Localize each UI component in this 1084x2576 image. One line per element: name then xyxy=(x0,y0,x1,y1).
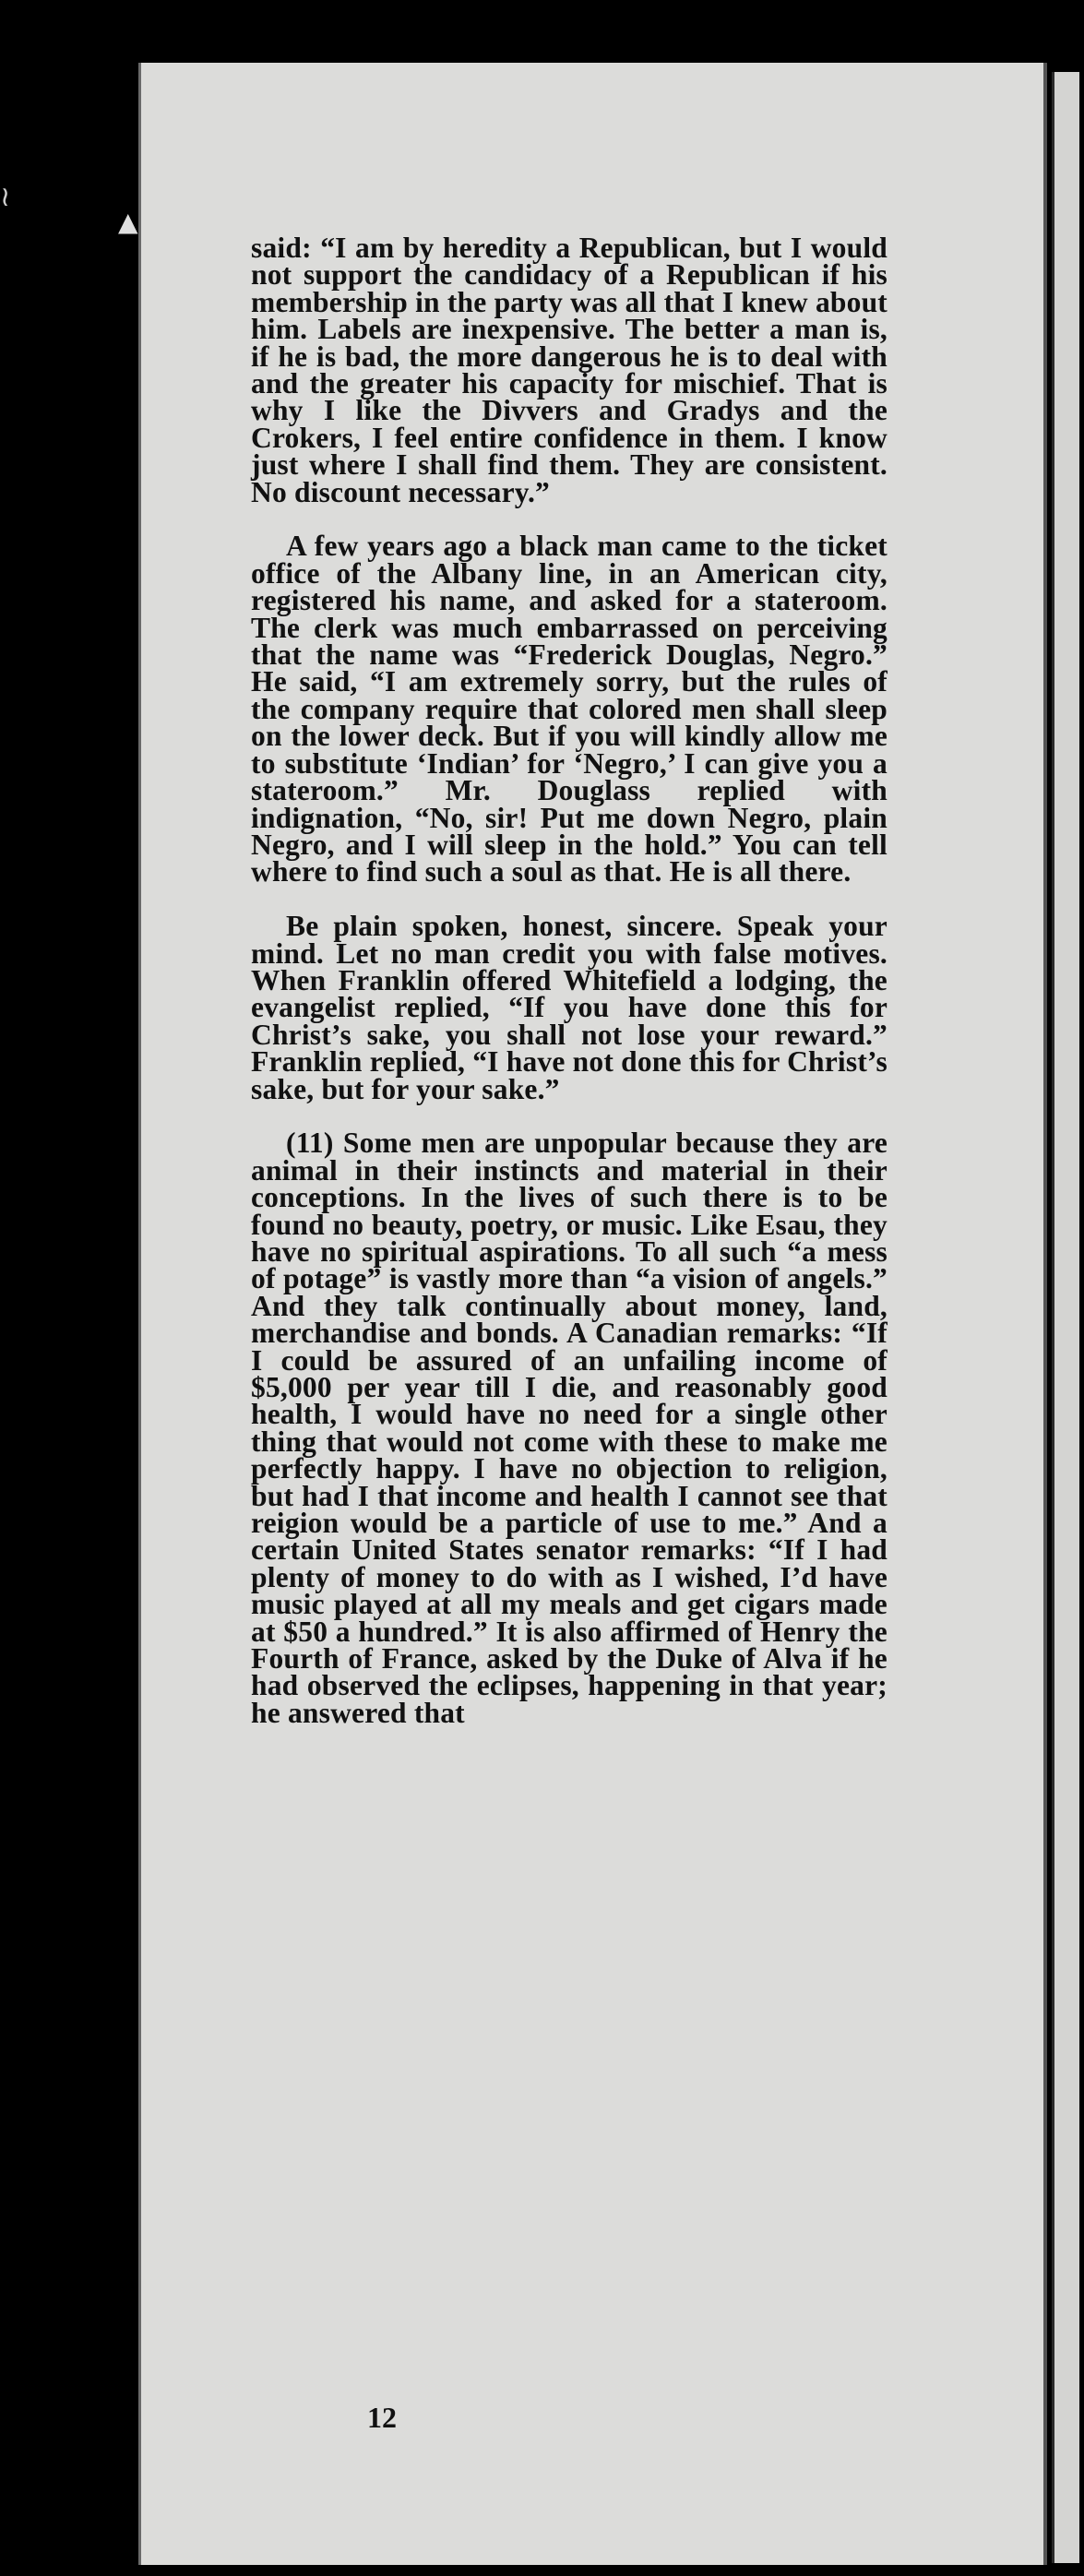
paragraph-4: (11) Some men are unpopular because they are animal in their instincts and material in their conceptions. In the lives of such there is to be found no beauty, poetry, or music. Like Esau, they have no spiritual aspirations. To all such “a mess of potage” is vastly more than “a vision of angels.” And they talk continually about money, land, merchandise and bonds. A Canadian remarks: “If I could be assured of an unfailing income of $5,000 per year till I die, and reasonably good health, I would have no need for a single other thing that would not come with these to make me perfectly happy. I have no objection to religion, but had I that income and health I cannot see that reigion would be a particle of use to me.” And a certain United States senator remarks: “If I had plenty of money to do with as I wished, I’d have music played at all my meals and get cigars made at $50 a hundred.” It is also affirmed of Henry the Fourth of France, asked by the Duke of Alva if he had observed the eclipses, happening in that year; he answered that xyxy=(251,1127,887,1729)
scan-artifact-mark: ▲ xyxy=(118,207,138,237)
adjacent-page-edge xyxy=(1052,72,1079,2563)
page-number: 12 xyxy=(367,2401,397,2434)
paragraph-2: A few years ago a black man came to the ticket office of the Albany line, in an American city, registered his name, and asked for a stateroom. The clerk was much embarrassed on perceiving that the name was “Frederick Douglas, Negro.” He said, “I am extremely sorry, but the rules of the company require that colored men shall sleep on the lower deck. But if you will kindly allow me to substitute ‘Indian’ for ‘Negro,’ I can give you a stateroom.” Mr. Douglass replied with indignation, “No, sir! Put me down Negro, plain Negro, and I will sleep in the hold.” You can tell where to find such a soul as that. He is all there. xyxy=(251,530,887,888)
body-text-column xyxy=(251,234,887,1754)
scan-artifact-mark: ≀ xyxy=(0,181,11,213)
paragraph-3: Be plain spoken, honest, sincere. Speak your mind. Let no man credit you with false motives. When Franklin offered Whitefield a lodging, the evangelist replied, “If you have done this for Christ’s sake, you shall not lose your reward.” Franklin replied, “I have not done this for Christ’s sake, but for your sake.” xyxy=(251,910,887,1105)
page-gutter-line xyxy=(1052,72,1054,2563)
paragraph-1: said: “I am by heredity a Republican, but I would not support the candidacy of a Republican if his membership in the party was all that I knew about him. Labels are inexpensive. The better a man is, if he is bad, the more dangerous he is to deal with and the greater his capacity for mischief. That is why I like the Divvers and Gradys and the Crokers, I feel entire confidence in them. I know just where I shall find them. They are consistent. No discount necessary.” xyxy=(251,232,887,508)
